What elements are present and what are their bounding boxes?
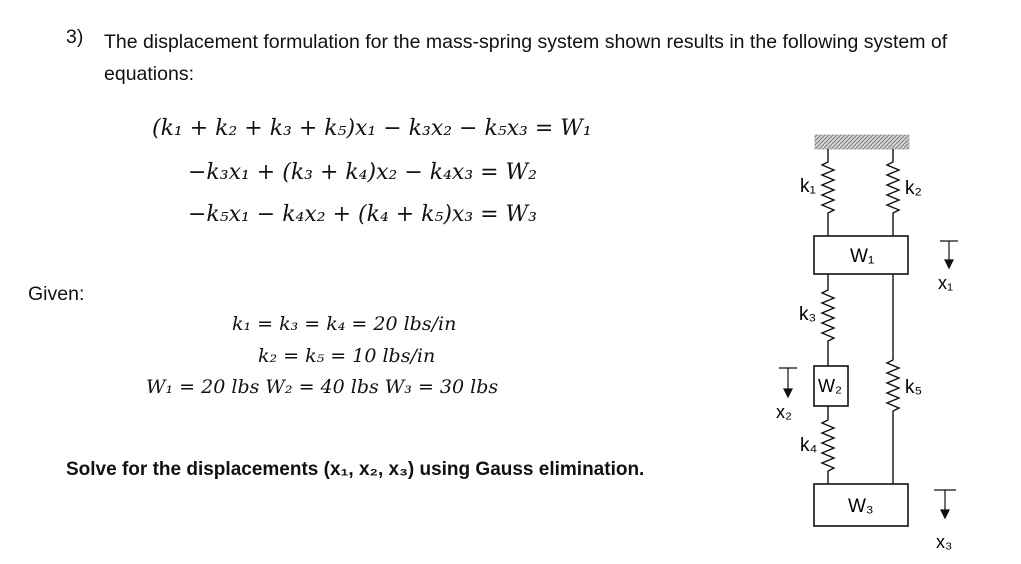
spring-k5 (887, 274, 899, 484)
spring-k1 (822, 149, 834, 236)
label-w1: W₁ (850, 246, 875, 267)
problem-statement: The displacement formulation for the mass-spring system shown results in the following system of equations: (104, 31, 948, 85)
label-k5: k₅ (905, 377, 923, 398)
label-w2: W₂ (818, 376, 842, 396)
given-label: Given: (28, 283, 85, 305)
equation-3: −k₅x₁ − k₄x₂ + (k₄ + k₅)x₃ = W₃ (188, 202, 537, 227)
displacement-arrow-x3 (934, 490, 956, 518)
spring-k2 (887, 149, 899, 236)
label-k4: k₄ (800, 435, 818, 456)
given-stiffness-1: k₁ = k₃ = k₄ = 20 lbs/in (232, 313, 457, 335)
label-k3: k₃ (799, 304, 817, 325)
label-x2: x₂ (776, 402, 792, 422)
ceiling-support (815, 135, 909, 149)
label-x3: x₃ (936, 532, 953, 552)
given-stiffness-2: k₂ = k₅ = 10 lbs/in (258, 345, 436, 367)
spring-k3 (822, 274, 834, 366)
displacement-arrow-x2 (779, 368, 797, 397)
equation-2: −k₃x₁ + (k₃ + k₄)x₂ − k₄x₃ = W₂ (188, 160, 537, 185)
label-k2: k₂ (905, 178, 922, 199)
problem-number: 3) (66, 26, 84, 48)
mass-spring-diagram (750, 125, 1021, 564)
label-w3: W₃ (848, 496, 874, 517)
displacement-arrow-x1 (940, 241, 958, 268)
label-k1: k₁ (800, 176, 816, 197)
label-x1: x₁ (938, 273, 954, 293)
spring-k4 (822, 406, 834, 484)
equation-1: (k₁ + k₂ + k₃ + k₅)x₁ − k₃x₂ − k₅x₃ = W₁ (152, 116, 592, 141)
instruction-text: Solve for the displacements (x₁, x₂, x₃) using Gauss elimination. (66, 459, 645, 480)
given-weights: W₁ = 20 lbs W₂ = 40 lbs W₃ = 30 lbs (146, 376, 499, 398)
